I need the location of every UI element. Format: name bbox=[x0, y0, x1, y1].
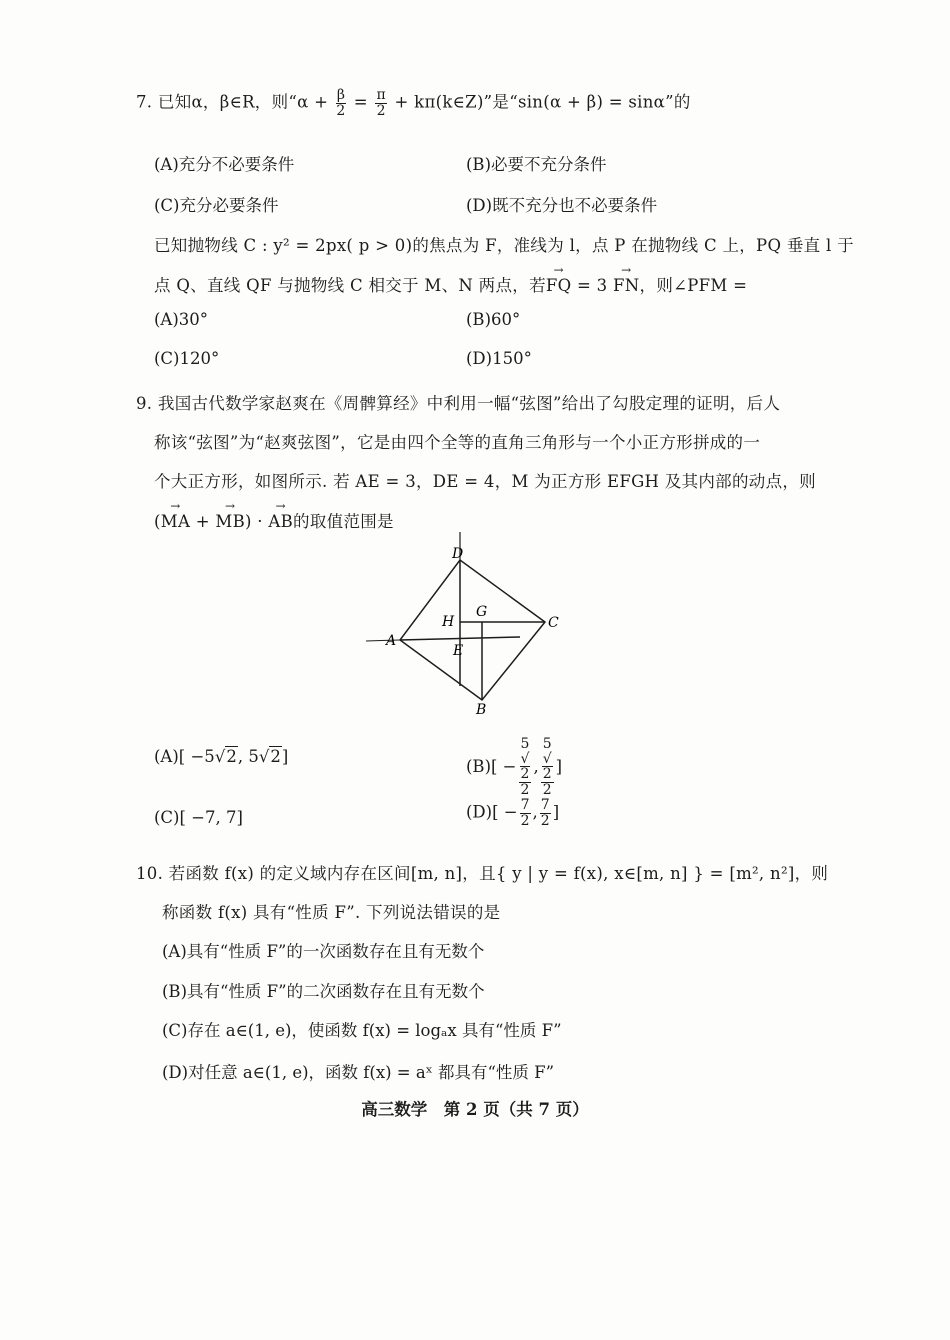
q10-option-b: (B)具有“性质 F”的二次函数存在且有无数个 bbox=[162, 982, 485, 1001]
label-b: B bbox=[476, 702, 487, 718]
q7-option-c: (C)充分必要条件 bbox=[154, 196, 279, 215]
q7-number: 7. bbox=[136, 92, 153, 112]
vector-fq: → FQ bbox=[546, 276, 572, 295]
q10-stem-line1: 10. 若函数 f(x) 的定义域内存在区间[m, n]，且{ y | y = f(x), x∈[m, n] } = [m², n²]，则 bbox=[136, 864, 829, 883]
q7-stem: 7. 已知α，β∈R，则“α + $\frac{\beta}{2}$ = $\frac{\pi}{2}$ + kπ(k∈Z)”是“sin(α + β) = sinα”的 bbox=[136, 87, 691, 119]
q10-option-a: (A)具有“性质 F”的一次函数存在且有无数个 bbox=[162, 942, 485, 961]
q10-option-d: (D)对任意 a∈(1, e)，函数 f(x) = aˣ 都具有“性质 F” bbox=[162, 1063, 555, 1082]
q7-fraction-pi: $\frac{\pi}{2}$ bbox=[376, 87, 386, 119]
q9-option-b: (B)[ − 5 √ 2 2 , 5 √ 2 2 ] bbox=[466, 736, 563, 799]
vector-ma: → MA bbox=[161, 512, 190, 531]
q8-stem-line2: 点 Q、直线 QF 与抛物线 C 相交于 M、N 两点，若→ FQ = 3 → FN，则∠PFM = bbox=[154, 272, 747, 296]
q9-option-a: (A)[ −5√2, 5√2] bbox=[154, 747, 289, 766]
page-footer: 高三数学 第 2 页（共 7 页） bbox=[361, 1100, 589, 1119]
q9-option-d: (D)[ − $\frac{7}{2}$ , $\frac{7}{2}$ ] bbox=[466, 797, 560, 829]
q10-option-c: (C)存在 a∈(1, e)，使函数 f(x) = logₐx 具有“性质 F” bbox=[162, 1021, 562, 1040]
q9-option-c: (C)[ −7, 7] bbox=[154, 808, 243, 827]
zhao-shuang-chord-diagram bbox=[360, 528, 580, 720]
vector-fn: → FN bbox=[613, 276, 640, 295]
q9-stem-line4: (→ MA + → MB) · → AB的取值范围是 bbox=[154, 508, 394, 532]
q8-option-b: (B)60° bbox=[466, 310, 521, 329]
vector-ab: → AB bbox=[268, 512, 293, 531]
vector-mb: → MB bbox=[215, 512, 245, 531]
q7-option-a: (A)充分不必要条件 bbox=[154, 155, 295, 174]
q8-stem-line1: 已知抛物线 C : y² = 2px( p > 0)的焦点为 F，准线为 l，点 P 在抛物线 C 上，PQ 垂直 l 于 bbox=[154, 236, 854, 255]
q9-stem-line3: 个大正方形，如图所示. 若 AE = 3，DE = 4，M 为正方形 EFGH 及其内部的动点，则 bbox=[154, 472, 816, 491]
q8-option-d: (D)150° bbox=[466, 349, 532, 368]
q9-stem-line1: 9. 我国古代数学家赵爽在《周髀算经》中利用一幅“弦图”给出了勾股定理的证明，后人 bbox=[136, 394, 781, 413]
outer-square bbox=[400, 560, 545, 700]
q7-fraction-beta: $\frac{\beta}{2}$ bbox=[336, 87, 346, 119]
label-c: C bbox=[548, 615, 559, 631]
q10-stem-line2: 称函数 f(x) 具有“性质 F”. 下列说法错误的是 bbox=[162, 903, 501, 922]
label-d: D bbox=[452, 546, 464, 562]
label-e: E bbox=[453, 643, 464, 659]
q8-option-c: (C)120° bbox=[154, 349, 220, 368]
q7-option-b: (B)必要不充分条件 bbox=[466, 155, 607, 174]
q9-stem-line2: 称该“弦图”为“赵爽弦图”，它是由四个全等的直角三角形与一个小正方形拼成的一 bbox=[154, 433, 761, 452]
q7-option-d: (D)既不充分也不必要条件 bbox=[466, 196, 658, 215]
q8-option-a: (A)30° bbox=[154, 310, 209, 329]
label-g: G bbox=[476, 604, 488, 620]
label-h: H bbox=[442, 614, 455, 630]
label-a: A bbox=[386, 633, 397, 649]
